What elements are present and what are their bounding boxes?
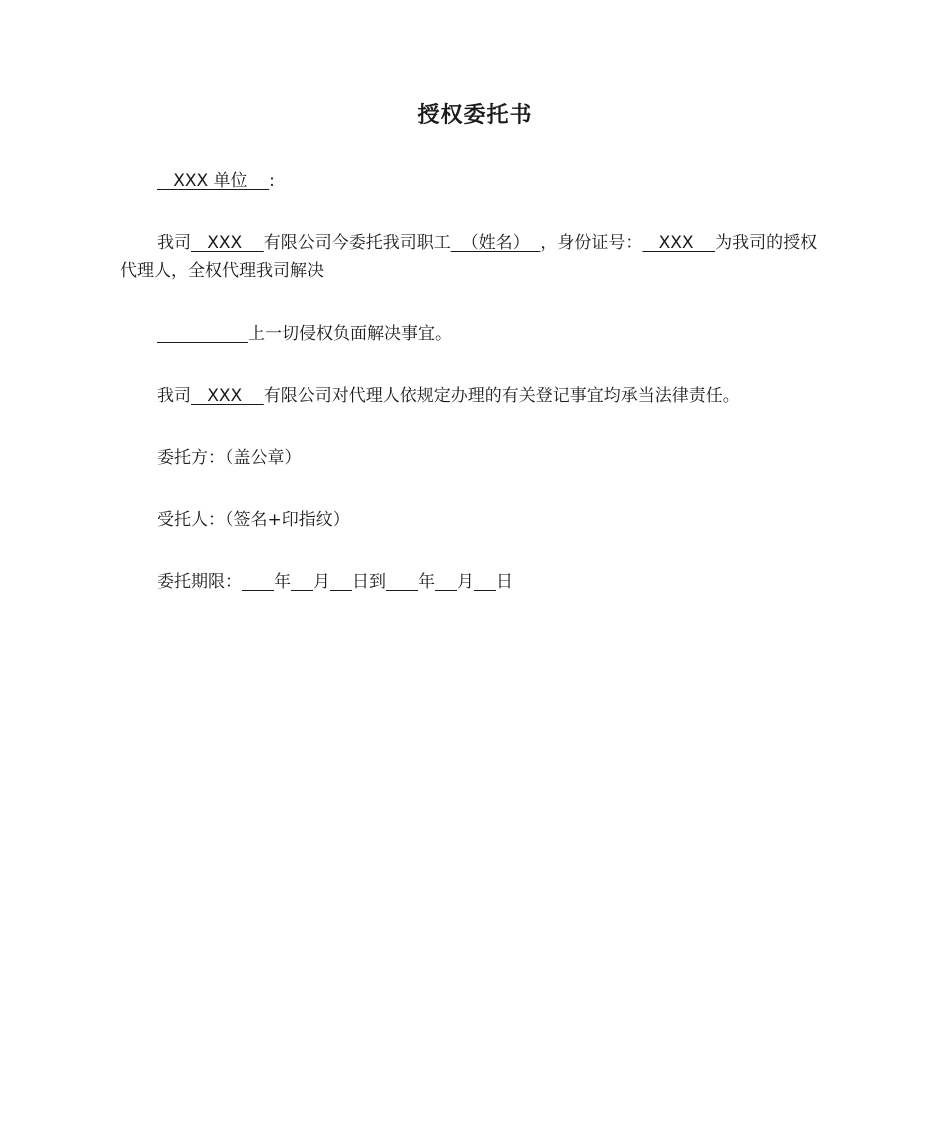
addressee-name: XXX 单位 [157, 171, 270, 191]
id-number-blank: XXX [642, 233, 716, 253]
term-to-label: 到 [369, 572, 386, 592]
end-month-blank [435, 572, 457, 591]
end-month-label: 月 [457, 572, 474, 592]
scope-text: 上一切侵权负面解决事宜。 [248, 324, 452, 344]
principal-seal-note: （盖公章） [225, 448, 302, 468]
scope-blank [157, 324, 248, 343]
para1-text-3: ，身份证号： [540, 233, 643, 253]
start-year-label: 年 [274, 572, 291, 592]
agent-label: 受托人： [157, 510, 225, 530]
addressee-line [157, 167, 275, 195]
company-name-blank: XXX [191, 233, 264, 253]
authorization-paragraph [120, 229, 820, 285]
principal-label: 委托方： [157, 448, 225, 468]
start-day-label: 日 [352, 572, 369, 592]
agent-signature-note: （签名+印指纹） [225, 510, 350, 530]
end-day-blank [474, 572, 496, 591]
end-day-label: 日 [496, 572, 513, 592]
para1-text-1: 我司 [157, 233, 191, 253]
end-year-label: 年 [418, 572, 435, 592]
start-month-blank [291, 572, 313, 591]
para1-text-2: 有限公司今委托我司职工 [263, 233, 451, 253]
para3-text-1: 我司 [157, 386, 191, 406]
start-day-blank [330, 572, 352, 591]
document-title: 授权委托书 [417, 103, 533, 128]
employee-name-blank: （姓名） [450, 233, 541, 253]
principal-line [157, 444, 302, 472]
scope-line [157, 320, 452, 348]
agent-line [157, 506, 350, 534]
addressee-suffix: : [269, 171, 275, 191]
liability-line [157, 382, 740, 410]
para3-text-2: 有限公司对代理人依规定办理的有关登记事宜均承当法律责任。 [263, 386, 740, 406]
end-year-blank [386, 572, 418, 591]
start-year-blank [242, 572, 274, 591]
term-line [157, 568, 513, 596]
start-month-label: 月 [313, 572, 330, 592]
para1-text-4: 为我司的授权代理人，全权代理我司解决 [120, 233, 818, 281]
liability-company-blank: XXX [191, 386, 264, 406]
term-label: 委托期限： [157, 572, 242, 592]
